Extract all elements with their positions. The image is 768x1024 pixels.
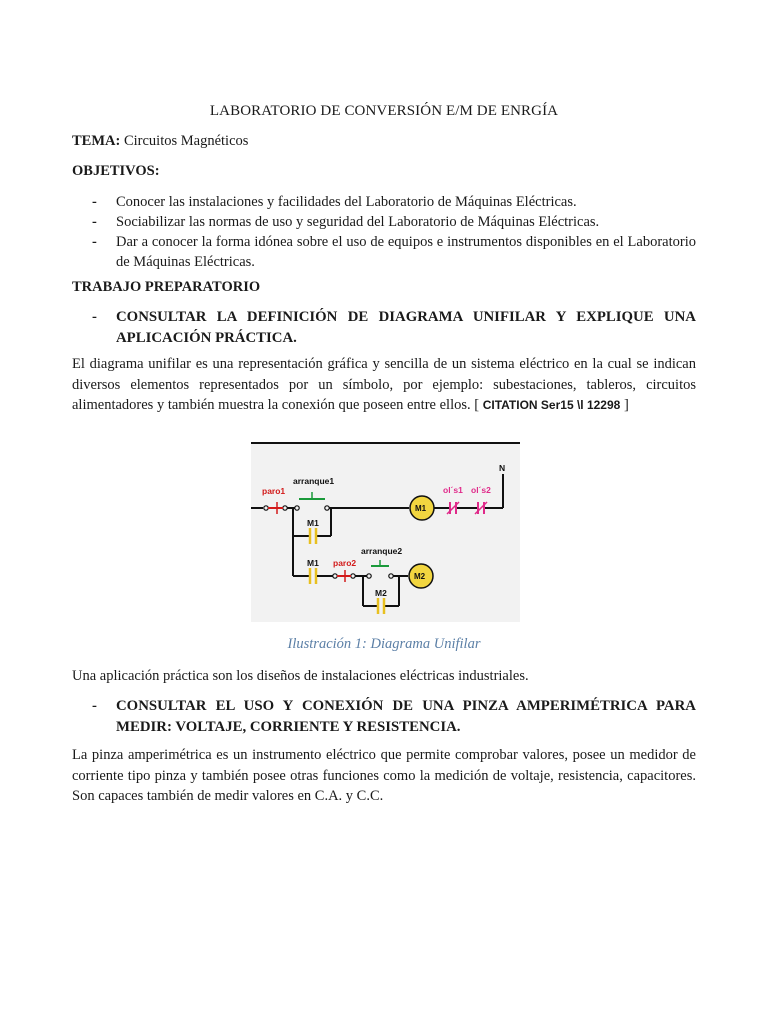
tema-line xyxy=(72,133,248,150)
label-n: N xyxy=(499,463,506,473)
question-1 xyxy=(72,307,696,349)
label-arranque1: arranque1 xyxy=(293,476,335,486)
trabajo-heading: TRABAJO PREPARATORIO xyxy=(72,279,261,295)
question-2 xyxy=(72,696,696,738)
label-m1-contact: M1 xyxy=(307,518,319,528)
diagram-svg xyxy=(251,442,520,622)
paragraph-1 xyxy=(72,354,696,416)
label-arranque2: arranque2 xyxy=(361,546,403,556)
label-paro2: paro2 xyxy=(333,558,357,568)
objetivos-list xyxy=(72,192,696,272)
bullet-dash: - xyxy=(92,194,97,210)
objetivo-item xyxy=(72,232,696,272)
bullet-dash: - xyxy=(92,234,97,250)
objetivo-text: Sociabilizar las normas de uso y seguridad del Laboratorio de Máquinas Eléctricas. xyxy=(116,214,600,230)
paragraph-3: La pinza amperimétrica es un instrumento eléctrico que permite comprobar valores, posee un medidor de corriente tipo pinza y también posee otras funciones como la medición de voltaje, resistencia, capacitores. Son capaces también de medir valores en C.A. y C.C. xyxy=(72,747,696,804)
label-paro1: paro1 xyxy=(262,486,286,496)
objetivo-text: Dar a conocer la forma idónea sobre el uso de equipos e instrumentos disponibles en el Laboratorio de Máquinas Eléctricas. xyxy=(116,234,696,270)
citation-close: ] xyxy=(623,397,629,413)
question-1-text: CONSULTAR LA DEFINICIÓN DE DIAGRAMA UNIFILAR Y EXPLIQUE UNA APLICACIÓN PRÁCTICA. xyxy=(116,309,696,346)
question-2-text: CONSULTAR EL USO Y CONEXIÓN DE UNA PINZA AMPERIMÉTRICA PARA MEDIR: VOLTAJE, CORRIENTE Y RESISTENCIA. xyxy=(116,698,696,735)
label-m1-lower: M1 xyxy=(307,558,319,568)
bullet-dash: - xyxy=(92,309,97,325)
label-m2-motor: M2 xyxy=(414,572,426,581)
paragraph-2: Una aplicación práctica son los diseños de instalaciones eléctricas industriales. xyxy=(72,668,529,684)
objetivo-text: Conocer las instalaciones y facilidades del Laboratorio de Máquinas Eléctricas. xyxy=(116,194,577,210)
label-ols1: ol´s1 xyxy=(443,485,463,495)
paragraph-1-text: El diagrama unifilar es una representación gráfica y sencilla de un sistema eléctrico en la cual se indican diversos elementos representados por un símbolo, por ejemplo: subestaciones, tableros, circuitos alimentadores y también muestra la conexión que poseen entre ellos. xyxy=(72,356,696,413)
label-ols2: ol´s2 xyxy=(471,485,491,495)
objetivo-item xyxy=(72,212,696,232)
objetivos-heading: OBJETIVOS: xyxy=(72,163,160,179)
tema-value: Circuitos Magnéticos xyxy=(123,133,249,149)
label-m2-contact: M2 xyxy=(375,588,387,598)
tema-label: TEMA: xyxy=(72,133,121,149)
bullet-dash: - xyxy=(92,214,97,230)
citation-field: CITATION Ser15 \l 12298 xyxy=(482,398,621,412)
citation-open: [ xyxy=(474,397,480,413)
figure-caption: Ilustración 1: Diagrama Unifilar xyxy=(287,636,481,652)
document-title: LABORATORIO DE CONVERSIÓN E/M DE ENRGÍA xyxy=(209,103,559,119)
unifilar-diagram xyxy=(251,442,520,622)
objetivo-item xyxy=(72,192,696,212)
bullet-dash: - xyxy=(92,698,97,714)
label-m1-motor: M1 xyxy=(415,504,427,513)
